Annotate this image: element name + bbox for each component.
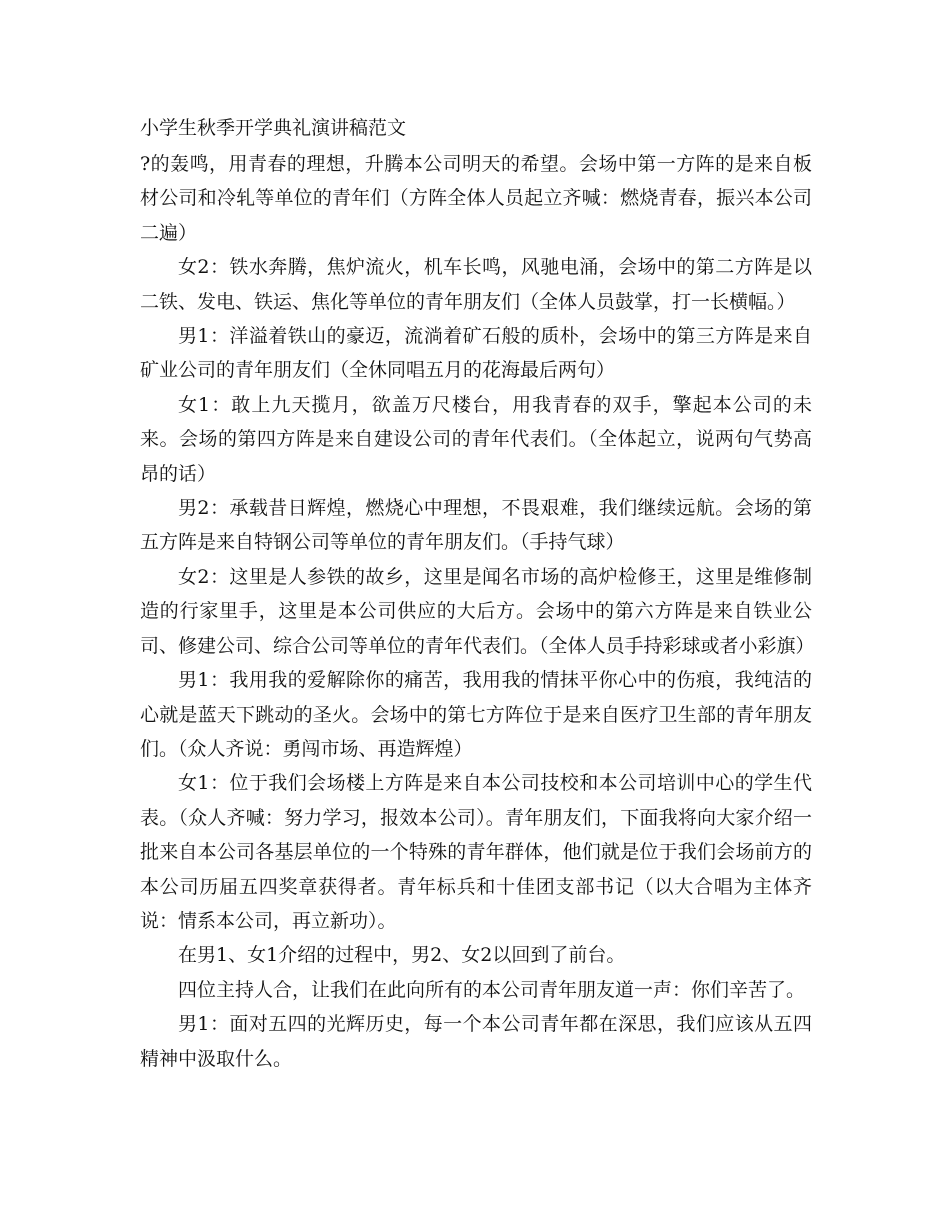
paragraph: 女2：铁水奔腾，焦炉流火，机车长鸣，风驰电涌，会场中的第二方阵是以二铁、发电、铁运、焦化等单位的青年朋友们（全体人员鼓掌，打一长横幅。）: [140, 256, 812, 313]
paragraph: 男1：洋溢着铁山的豪迈，流淌着矿石般的质朴，会场中的第三方阵是来自矿业公司的青年朋友们（全休同唱五月的花海最后两句）: [140, 325, 812, 382]
paragraph: 男2：承载昔日辉煌，燃烧心中理想，不畏艰难，我们继续远航。会场的第五方阵是来自特钢公司等单位的青年朋友们。（手持气球）: [140, 497, 812, 554]
paragraph: ?的轰鸣，用青春的理想，升腾本公司明天的希望。会场中第一方阵的是来自板材公司和冷轧等单位的青年们（方阵全体人员起立齐喊：燃烧青春，振兴本公司二遍）: [140, 153, 812, 244]
paragraph: 女1：敢上九天揽月，欲盖万尺楼台，用我青春的双手，擎起本公司的未来。会场的第四方阵是来自建设公司的青年代表们。（全体起立，说两句气势高昂的话）: [140, 393, 812, 485]
paragraph: 四位主持人合，让我们在此向所有的本公司青年朋友道一声：你们辛苦了。: [178, 978, 806, 1001]
paragraph: 女2：这里是人参铁的故乡，这里是闻名市场的高炉检修王，这里是维修制造的行家里手，这里是本公司供应的大后方。会场中的第六方阵是来自铁业公司、修建公司、综合公司等单位的青年代表们。（全体人员手持彩球或者小彩旗）: [140, 565, 815, 657]
document-body: [140, 147, 815, 1076]
paragraph: 女1：位于我们会场楼上方阵是来自本公司技校和本公司培训中心的学生代表。（众人齐喊：努力学习，报效本公司）。青年朋友们，下面我将向大家介绍一批来自本公司各基层单位的一个特殊的青年群体，他们就是位于我们会场前方的本公司历届五四奖章获得者。青年标兵和十佳团支部书记（以大合唱为主体齐说：情系本公司，再立新功）。: [140, 772, 812, 932]
paragraph: 在男1、女1介绍的过程中，男2、女2以回到了前台。: [178, 944, 626, 967]
paragraph: 男1：我用我的爱解除你的痛苦，我用我的情抹平你心中的伤痕，我纯洁的心就是蓝天下跳动的圣火。会场中的第七方阵位于是来自医疗卫生部的青年朋友们。（众人齐说：勇闯市场、再造辉煌）: [140, 669, 812, 760]
document-title: 小学生秋季开学典礼演讲稿范文: [140, 117, 407, 139]
paragraph: 男1：面对五四的光辉历史，每一个本公司青年都在深思，我们应该从五四精神中汲取什么。: [140, 1013, 812, 1070]
